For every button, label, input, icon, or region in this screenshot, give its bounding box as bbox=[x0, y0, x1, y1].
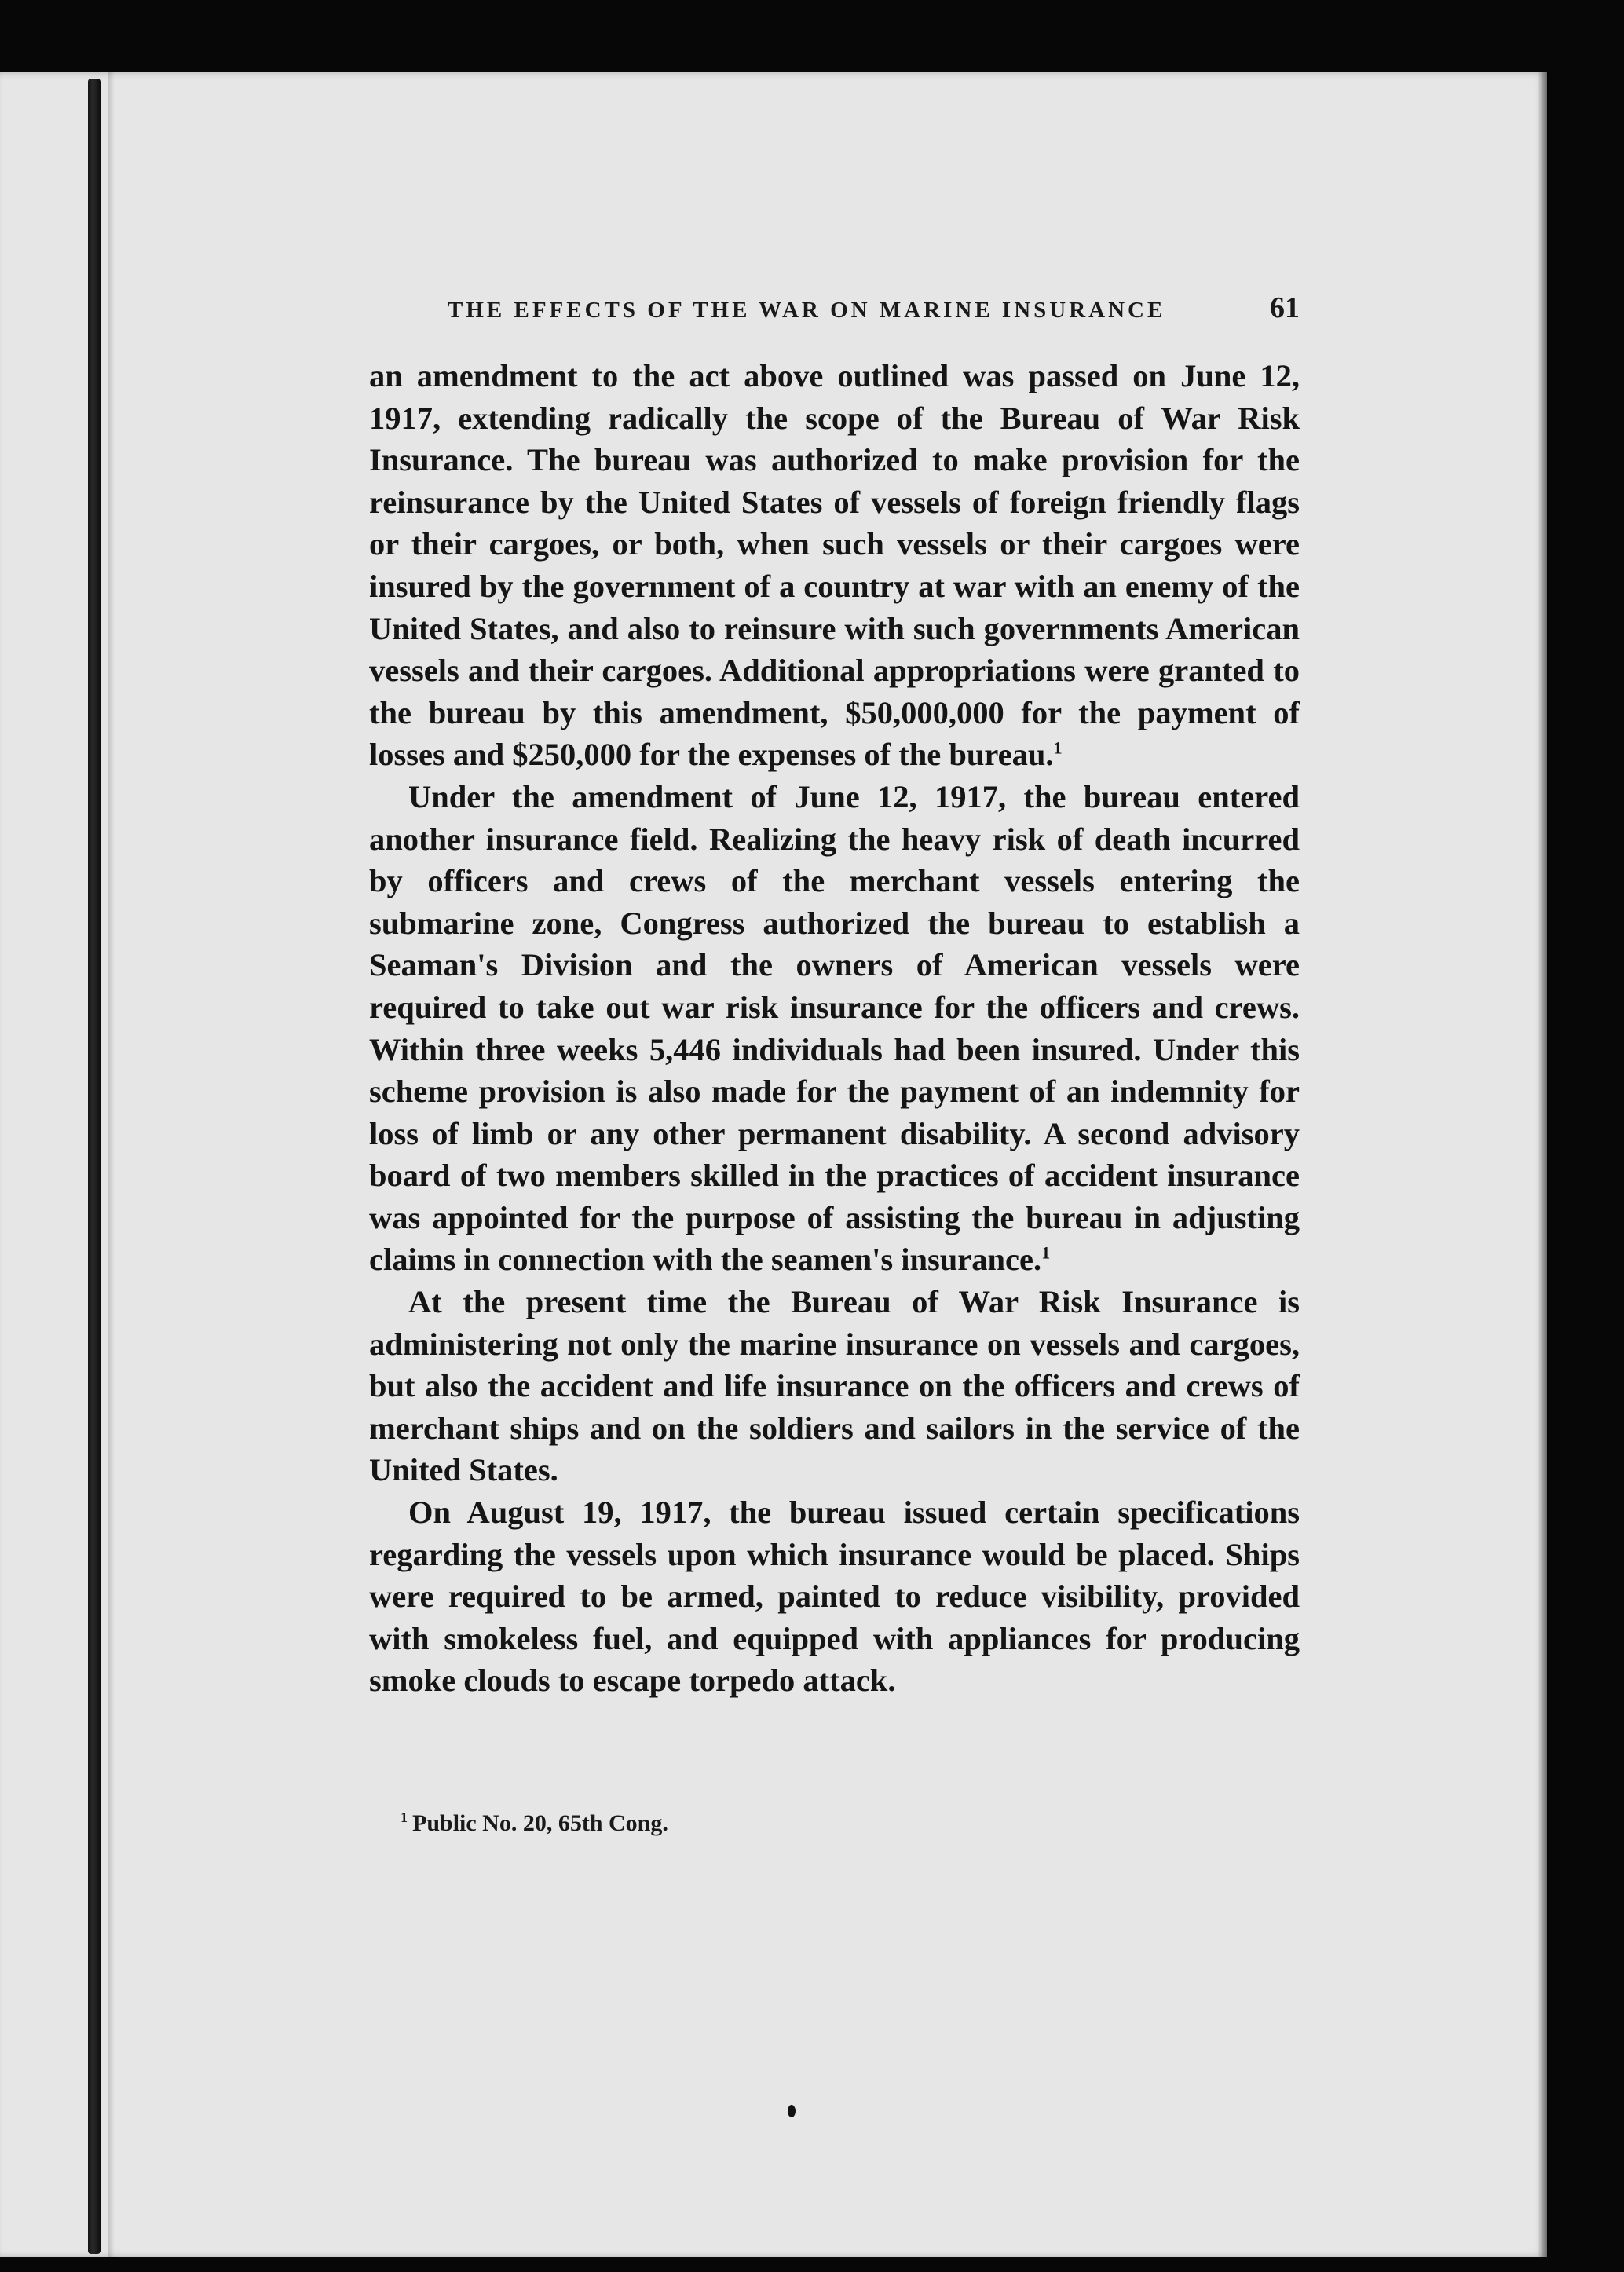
footnote bbox=[401, 1810, 668, 1837]
page-number: 61 bbox=[1270, 291, 1300, 324]
paragraph-text: Under the amendment of June 12, 1917, the bureau entered another insurance field. Realizing the heavy risk of death incurred by officers and crews of the merchant vessels entering the submarine zone, Congress authorized the bureau to establish a Seaman's Division and the owners of American vessels were required to take out war risk insurance for the officers and crews. Within three weeks 5,446 individuals had been insured. Under this scheme provision is also made for the payment of an indemnity for loss of limb or any other permanent disability. A second advisory board of two members skilled in the practices of accident insurance was appointed for the purpose of assisting the bureau in adjusting claims in connection with the seamen's insurance. bbox=[369, 778, 1300, 1278]
paragraph bbox=[369, 776, 1300, 1281]
ink-speck bbox=[788, 2105, 796, 2117]
paragraph-text: At the present time the Bureau of War Risk Insurance is administering not only the marine insurance on vessels and cargoes, but also the accident and life insurance on the officers and crews of merchant ships and on the soldiers and sailors in the service of the United States. bbox=[369, 1284, 1300, 1488]
footnote-mark: 1 bbox=[401, 1809, 408, 1825]
footnote-reference: 1 bbox=[1041, 1242, 1051, 1263]
paragraph bbox=[369, 1491, 1300, 1702]
page-header bbox=[448, 291, 1300, 338]
footnote-reference: 1 bbox=[1053, 737, 1063, 758]
running-head: THE EFFECTS OF THE WAR ON MARINE INSURANCE bbox=[448, 298, 1166, 323]
gutter-shadow bbox=[108, 72, 115, 2257]
body-text bbox=[369, 355, 1300, 1702]
paragraph-text: an amendment to the act above outlined was passed on June 12, 1917, extending radically the scope of the Bureau of War Risk Insurance. The bureau was authorized to make provision for the reinsurance by the United States of vessels of foreign friendly flags or their cargoes, or both, when such vessels or their cargoes were insured by the government of a country at war with an enemy of the United States, and also to reinsure with such governments American vessels and their cargoes. Additional appropriations were granted to the bureau by this amendment, $50,000,000 for the payment of losses and $250,000 for the expenses of the bureau. bbox=[369, 358, 1300, 773]
binding-gutter bbox=[88, 79, 101, 2254]
paragraph bbox=[369, 355, 1300, 776]
paragraph bbox=[369, 1281, 1300, 1491]
page-right-edge bbox=[1538, 72, 1549, 2257]
footnote-text: Public No. 20, 65th Cong. bbox=[412, 1810, 668, 1836]
paragraph-text: On August 19, 1917, the bureau issued certain specifications regarding the vessels upon which insurance would be placed. Ships were required to be armed, painted to reduce visibility, provided with smokeless fuel, and equipped with appliances for producing smoke clouds to escape torpedo attack. bbox=[369, 1495, 1300, 1699]
